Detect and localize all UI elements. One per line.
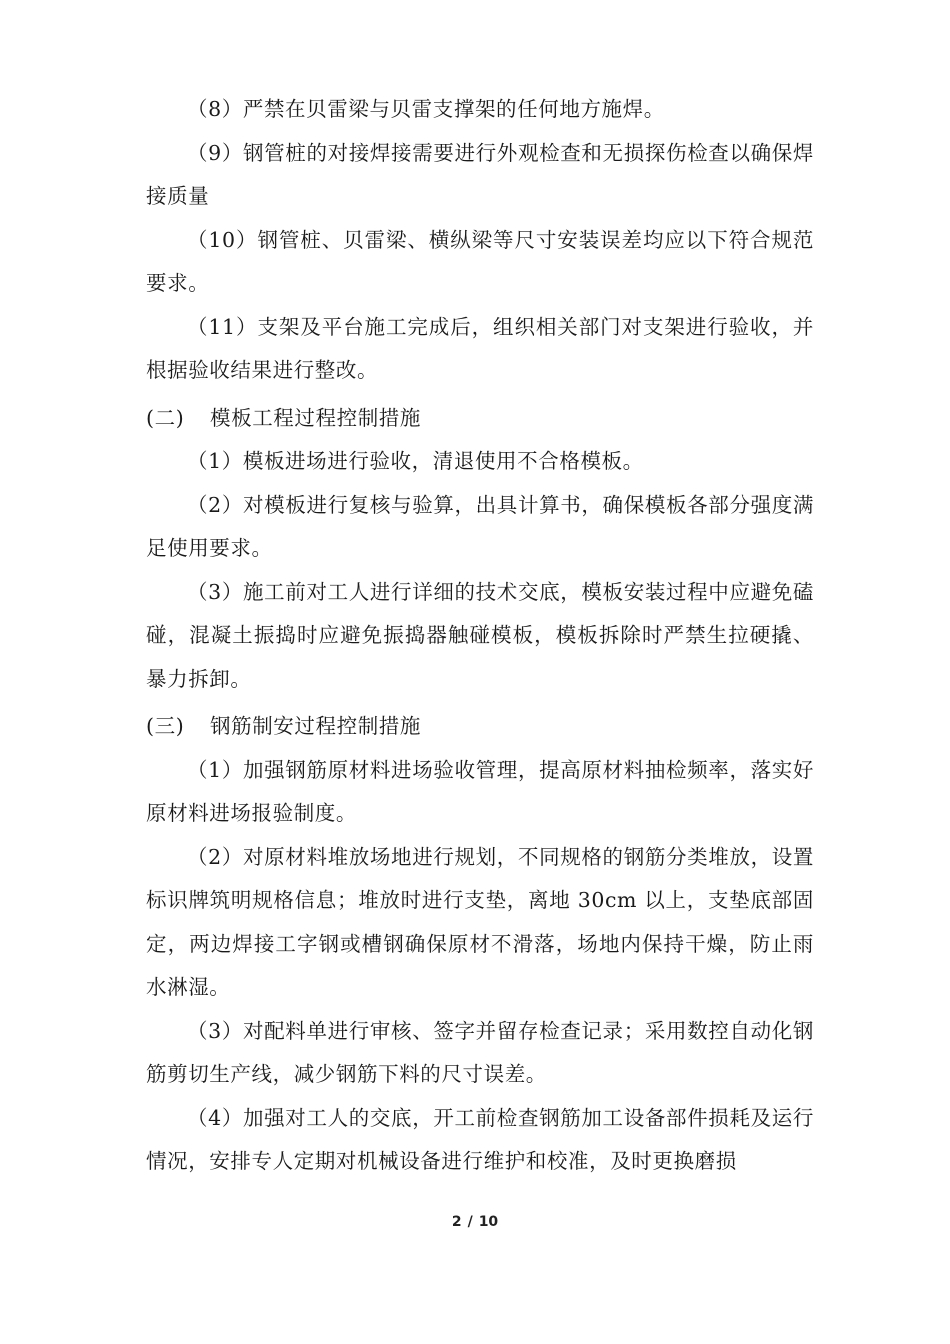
paragraph-formwork-3: （3）施工前对工人进行详细的技术交底，模板安装过程中应避免磕碰，混凝土振捣时应避免振捣器触碰模板，模板拆除时严禁生拉硬撬、暴力拆卸。 xyxy=(146,579,814,691)
section-title: 钢筋制安过程控制措施 xyxy=(210,714,421,738)
paragraph-rebar-2: （2）对原材料堆放场地进行规划，不同规格的钢筋分类堆放，设置标识牌筑明规格信息；堆放时进行支垫，离地 30cm 以上，支垫底部固定，两边焊接工字钢或槽钢确保原材不滑落，场地内保持干燥，防止雨水淋湿。 xyxy=(146,844,814,999)
paragraph-item-10: （10）钢管桩、贝雷梁、横纵梁等尺寸安装误差均应以下符合规范要求。 xyxy=(146,227,814,295)
paragraph-rebar-1: （1）加强钢筋原材料进场验收管理，提高原材料抽检频率，落实好原材料进场报验制度。 xyxy=(146,757,814,825)
paragraph-item-11: （11）支架及平台施工完成后，组织相关部门对支架进行验收，并根据验收结果进行整改。 xyxy=(146,314,814,382)
paragraph-formwork-1: （1）模板进场进行验收，清退使用不合格模板。 xyxy=(187,449,644,473)
section-title: 模板工程过程控制措施 xyxy=(210,405,421,430)
section-heading-rebar xyxy=(146,705,814,749)
page-footer xyxy=(0,1214,950,1230)
page-number-separator: / xyxy=(467,1214,473,1230)
page-number-current: 2 xyxy=(451,1214,462,1230)
document-body xyxy=(146,88,814,1184)
paragraph-rebar-4: （4）加强对工人的交底，开工前检查钢筋加工设备部件损耗及运行情况，安排专人定期对机械设备进行维护和校准，及时更换磨损 xyxy=(146,1105,814,1173)
paragraph-rebar-3: （3）对配料单进行审核、签字并留存检查记录；采用数控自动化钢筋剪切生产线，减少钢筋下料的尺寸误差。 xyxy=(146,1018,814,1086)
section-number: (三) xyxy=(146,714,185,738)
section-heading-formwork xyxy=(146,397,814,441)
paragraph-item-8: （8）严禁在贝雷梁与贝雷支撑架的任何地方施焊。 xyxy=(187,97,665,121)
page-number-total: 10 xyxy=(478,1214,499,1230)
section-number: (二) xyxy=(146,405,185,430)
paragraph-formwork-2: （2）对模板进行复核与验算，出具计算书，确保模板各部分强度满足使用要求。 xyxy=(146,492,814,560)
paragraph-item-9: （9）钢管桩的对接焊接需要进行外观检查和无损探伤检查以确保焊接质量 xyxy=(146,140,814,208)
